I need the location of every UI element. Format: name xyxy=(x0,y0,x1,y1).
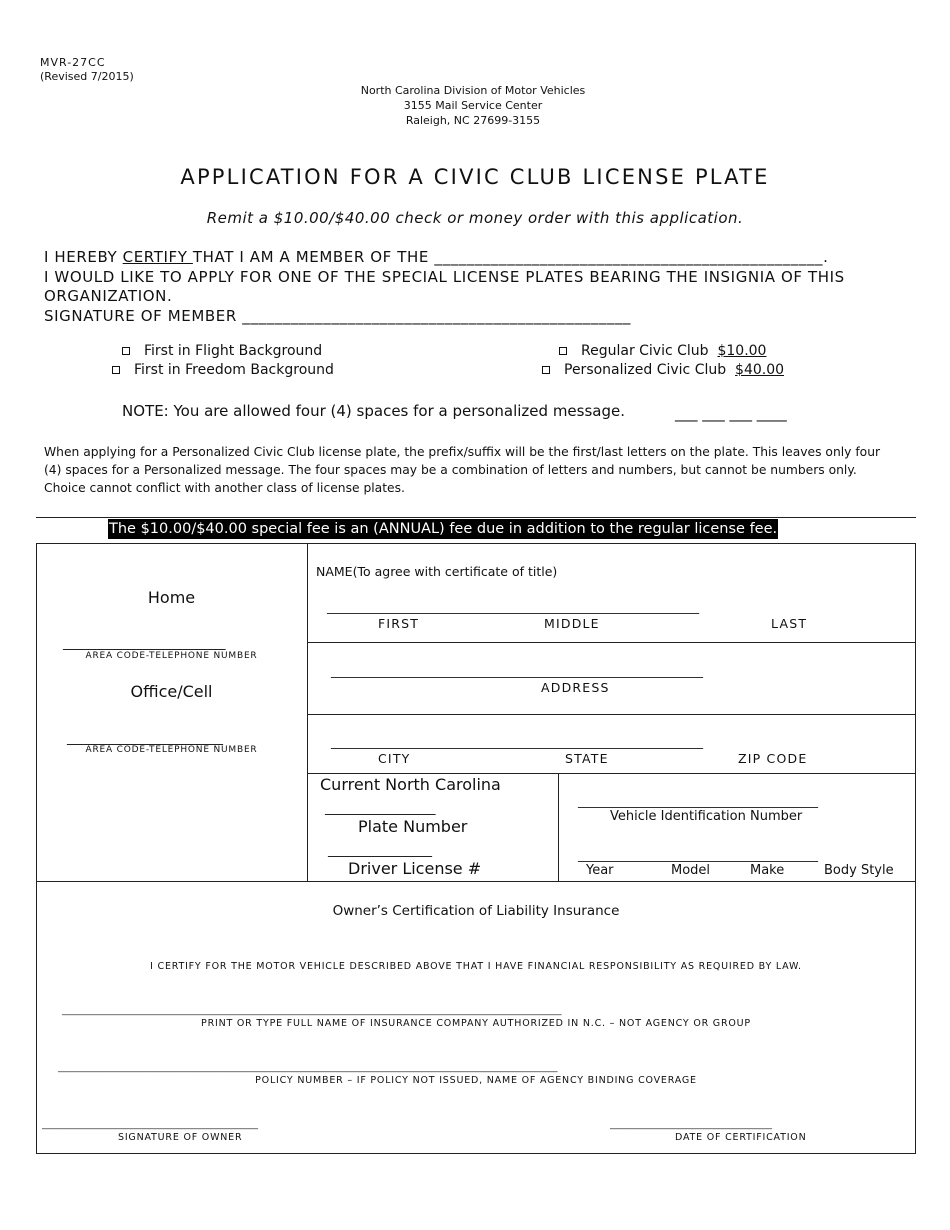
insurance-title: Owner’s Certification of Liability Insurance xyxy=(332,903,620,919)
option-flight-label: First in Flight Background xyxy=(144,343,323,359)
certify-line xyxy=(44,248,829,266)
grid-divider xyxy=(307,543,308,881)
policy-number-caption: POLICY NUMBER – IF POLICY NOT ISSUED, NAME OF AGENCY BINDING COVERAGE xyxy=(255,1075,697,1086)
personalized-message-blanks[interactable]: ___ ___ ___ ____ xyxy=(675,404,787,422)
current-plate-title: Current North Carolina xyxy=(320,775,501,794)
checkbox-icon[interactable] xyxy=(122,347,130,355)
form-revision: (Revised 7/2015) xyxy=(40,70,134,83)
member-signature-line[interactable]: SIGNATURE OF MEMBER ________________________________________________ xyxy=(44,307,632,325)
city-state-zip-field[interactable]: ______________________________________________________________ xyxy=(331,735,703,749)
year-caption: Year xyxy=(586,863,614,878)
office-phone-caption: AREA CODE-TELEPHONE NUMBER xyxy=(85,745,258,755)
vin-field[interactable]: ________________________________________ xyxy=(578,794,818,808)
certification-date-caption: DATE OF CERTIFICATION xyxy=(675,1132,807,1143)
make-caption: Make xyxy=(750,863,785,878)
insurance-company-caption: PRINT OR TYPE FULL NAME OF INSURANCE COMPANY AUTHORIZED IN N.C. – NOT AGENCY OR GROUP xyxy=(201,1018,751,1029)
owner-signature-caption: SIGNATURE OF OWNER xyxy=(118,1132,243,1143)
owner-signature-field[interactable]: ________________________________________________ xyxy=(42,1120,258,1130)
office-phone-label: Office/Cell xyxy=(130,682,213,701)
policy-number-field[interactable]: _______________________________________________________________________________________________________________ xyxy=(58,1063,558,1073)
driver-license-label: Driver License # xyxy=(348,859,482,878)
vehicle-details-field[interactable]: ________________________________________ xyxy=(578,848,818,862)
apply-line: I WOULD LIKE TO APPLY FOR ONE OF THE SPECIAL LICENSE PLATES BEARING THE INSIGNIA OF THIS xyxy=(44,268,845,286)
address-caption: ADDRESS xyxy=(541,680,610,695)
form-id: MVR-27CC xyxy=(40,56,106,69)
option-regular-label: Regular Civic Club xyxy=(581,343,709,359)
name-field[interactable]: ______________________________________________________________ xyxy=(327,600,699,614)
option-personalized[interactable] xyxy=(542,362,784,378)
home-phone-caption: AREA CODE-TELEPHONE NUMBER xyxy=(85,651,258,661)
grid-divider xyxy=(307,714,916,715)
organization-blank[interactable]: THAT I AM A MEMBER OF THE ________________________________________________. xyxy=(192,248,829,266)
option-regular-price: $10.00 xyxy=(717,343,767,359)
grid-divider xyxy=(307,642,916,643)
grid-divider xyxy=(307,773,916,774)
name-first-caption: FIRST xyxy=(378,616,420,631)
plate-number-field[interactable]: _________________ xyxy=(325,801,436,816)
option-flight[interactable] xyxy=(122,343,322,359)
insurance-company-field[interactable]: _______________________________________________________________________________________________________________ xyxy=(62,1006,562,1016)
explanation-line-2: (4) spaces for a Personalized message. The four spaces may be a combination of letters and numbers, but cannot be numbers only. xyxy=(44,463,857,477)
address-field[interactable]: ______________________________________________________________ xyxy=(331,664,703,678)
home-phone-label: Home xyxy=(147,588,196,607)
option-freedom-label: First in Freedom Background xyxy=(134,362,334,378)
organization-line: ORGANIZATION. xyxy=(44,287,173,305)
body-style-caption: Body Style xyxy=(824,863,894,878)
explanation-line-3: Choice cannot conflict with another class of license plates. xyxy=(44,481,405,495)
annual-fee-banner: The $10.00/$40.00 special fee is an (ANNUAL) fee due in addition to the regular license fee. xyxy=(109,521,778,537)
insurance-statement: I CERTIFY FOR THE MOTOR VEHICLE DESCRIBED ABOVE THAT I HAVE FINANCIAL RESPONSIBILITY AS REQUIRED BY LAW. xyxy=(150,961,802,972)
vin-caption: Vehicle Identification Number xyxy=(610,809,803,824)
remit-note: Remit a $10.00/$40.00 check or money order with this application. xyxy=(206,209,744,227)
certification-date-field[interactable]: ____________________________________ xyxy=(610,1120,772,1130)
option-regular[interactable] xyxy=(559,343,766,359)
state-caption: STATE xyxy=(565,751,609,766)
home-phone-field[interactable]: _________________________ xyxy=(63,636,226,651)
name-middle-caption: MIDDLE xyxy=(544,616,600,631)
city-caption: CITY xyxy=(378,751,411,766)
explanation-line-1: When applying for a Personalized Civic Club license plate, the prefix/suffix will be the first/last letters on the plate. This leaves only four xyxy=(44,445,881,459)
agency-name: North Carolina Division of Motor Vehicles xyxy=(360,84,586,97)
office-phone-field[interactable]: ________________________ xyxy=(67,731,223,746)
grid-divider xyxy=(558,773,559,881)
name-label: NAME(To agree with certificate of title) xyxy=(316,564,558,579)
model-caption: Model xyxy=(671,863,711,878)
zip-caption: ZIP CODE xyxy=(738,751,808,766)
checkbox-icon[interactable] xyxy=(559,347,567,355)
option-freedom[interactable] xyxy=(112,362,334,378)
certify-word: CERTIFY xyxy=(122,248,193,266)
agency-city: Raleigh, NC 27699-3155 xyxy=(405,114,541,127)
certify-pre: I HEREBY xyxy=(44,248,123,266)
note-text: NOTE: You are allowed four (4) spaces for a personalized message. xyxy=(122,402,625,420)
driver-license-field[interactable]: ________________ xyxy=(328,843,432,858)
checkbox-icon[interactable] xyxy=(112,366,120,374)
plate-number-label: Plate Number xyxy=(358,817,468,836)
option-personalized-price: $40.00 xyxy=(735,362,785,378)
agency-address: 3155 Mail Service Center xyxy=(403,99,543,112)
divider xyxy=(36,517,916,518)
option-personalized-label: Personalized Civic Club xyxy=(564,362,727,378)
page-title: APPLICATION FOR A CIVIC CLUB LICENSE PLATE xyxy=(180,165,770,189)
checkbox-icon[interactable] xyxy=(542,366,550,374)
name-last-caption: LAST xyxy=(771,616,808,631)
